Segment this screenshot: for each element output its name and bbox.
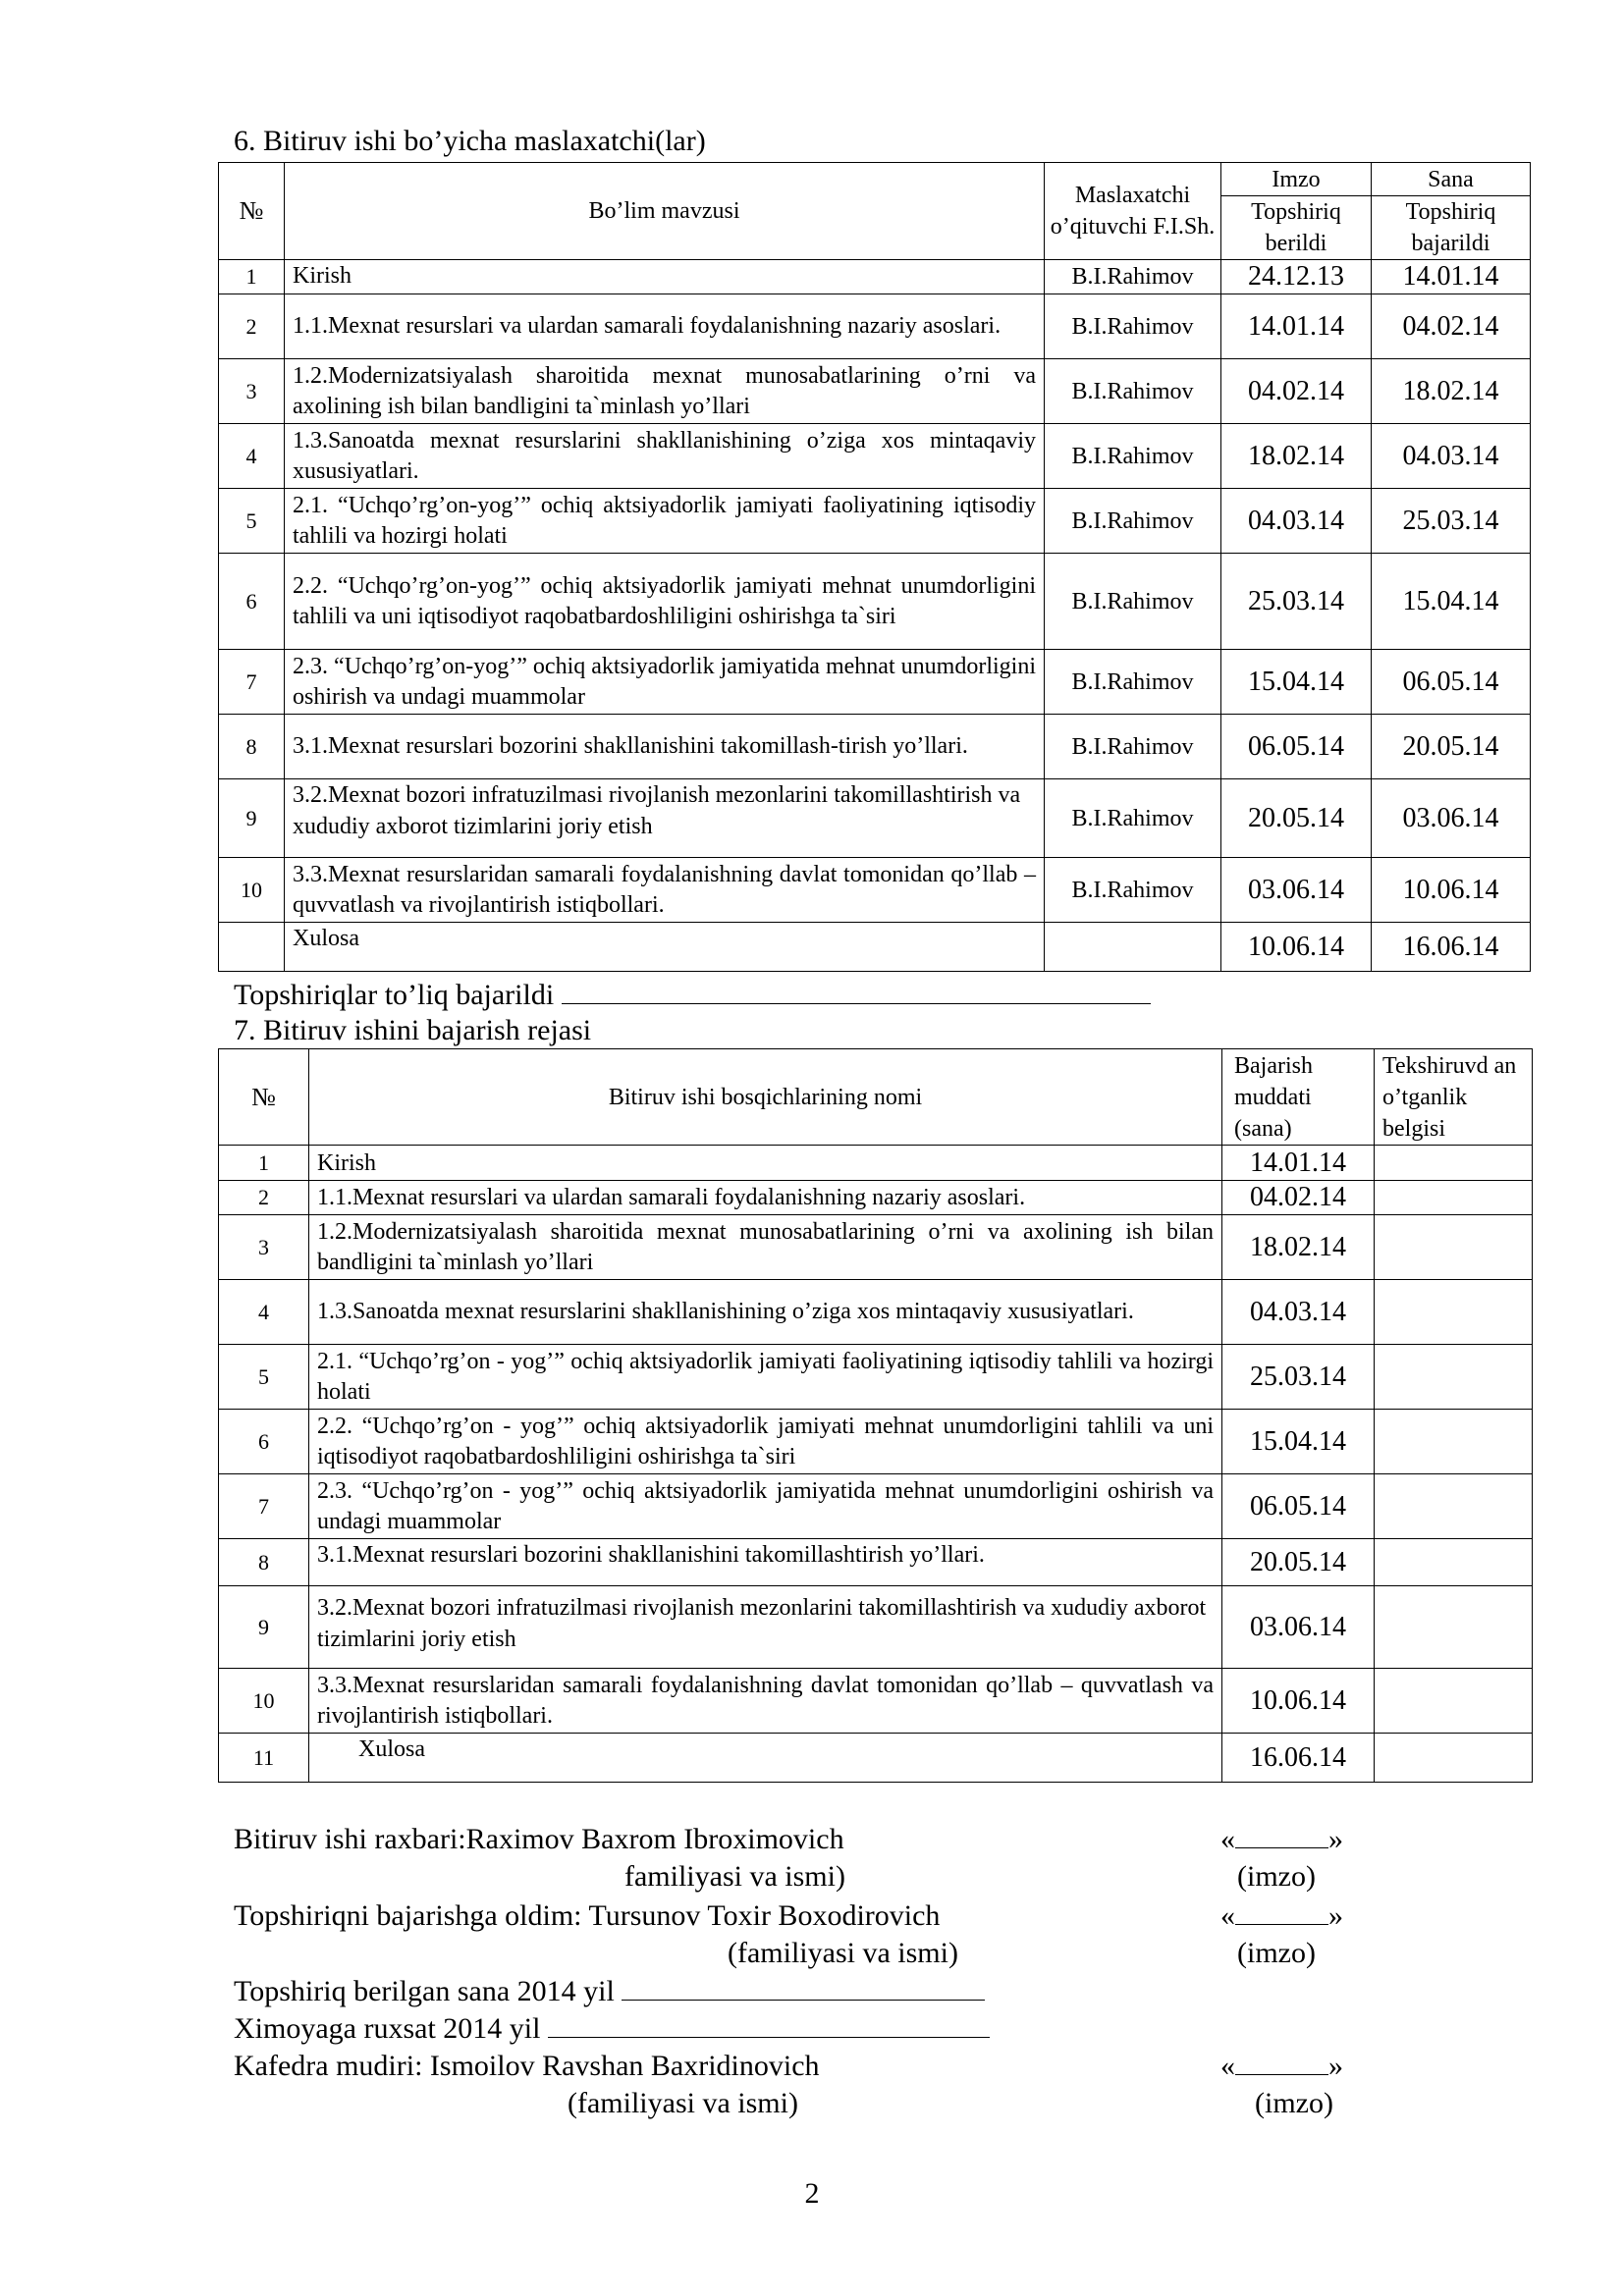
row-topic: Xulosa: [285, 923, 1045, 972]
row-done-date: 14.01.14: [1372, 260, 1531, 294]
table-row: [219, 923, 1531, 972]
supervisor-sub: familiyasi va ismi): [624, 1860, 845, 1893]
header-deadline: Bajarish muddati (sana): [1222, 1049, 1375, 1146]
head-signature-blank: [1220, 2049, 1343, 2084]
row-given-date: 03.06.14: [1221, 858, 1372, 923]
row-num: 1: [219, 260, 285, 294]
row-topic: 2.1. “Uchqo’rg’on-yog’” ochiq aktsiyadorlik jamiyati faoliyatining iqtisodiy tahlili va hozirgi holati: [285, 489, 1045, 554]
row-advisor: B.I.Rahimov: [1045, 650, 1221, 715]
row-topic: 1.2.Modernizatsiyalash sharoitida mexnat munosabatlarining o’rni va axolining ish bilan bandligini ta`minlash yo’llari: [285, 359, 1045, 424]
row-topic: 1.1.Mexnat resurslari va ulardan samarali foydalanishning nazariy asoslari.: [285, 294, 1045, 359]
row-given-date: 10.06.14: [1221, 923, 1372, 972]
row-deadline: 10.06.14: [1222, 1669, 1375, 1734]
defense-blank: [548, 2011, 990, 2038]
row-num: [219, 923, 285, 972]
row-num: 8: [219, 715, 285, 779]
row-given-date: 18.02.14: [1221, 424, 1372, 489]
row-num: 2: [219, 294, 285, 359]
head-imzo: (imzo): [1255, 2087, 1333, 2119]
row-check: [1375, 1474, 1533, 1539]
row-check: [1375, 1181, 1533, 1215]
table-row: [219, 1410, 1533, 1474]
header-check: Tekshiruvd an o’tganlik belgisi: [1375, 1049, 1533, 1146]
defense-line: [234, 2011, 990, 2047]
table-header-row: [219, 1049, 1533, 1146]
row-deadline: 04.03.14: [1222, 1280, 1375, 1345]
row-done-date: 20.05.14: [1372, 715, 1531, 779]
signature-line: [1235, 1898, 1328, 1925]
row-advisor: B.I.Rahimov: [1045, 294, 1221, 359]
quote-close: »: [1328, 1899, 1343, 1932]
row-advisor: B.I.Rahimov: [1045, 715, 1221, 779]
signature-line: [1235, 1822, 1328, 1848]
row-topic: 3.2.Mexnat bozori infratuzilmasi rivojlanish mezonlarini takomillashtirish va xududiy axborot tizimlarini joriy etish: [285, 779, 1045, 858]
row-done-date: 25.03.14: [1372, 489, 1531, 554]
plan-table: [218, 1048, 1533, 1783]
completed-label: Topshiriqlar to’liq bajarildi: [234, 979, 555, 1011]
row-given-date: 04.02.14: [1221, 359, 1372, 424]
row-deadline: 20.05.14: [1222, 1539, 1375, 1586]
row-num: 8: [219, 1539, 309, 1586]
row-check: [1375, 1410, 1533, 1474]
row-advisor: B.I.Rahimov: [1045, 260, 1221, 294]
row-advisor: B.I.Rahimov: [1045, 779, 1221, 858]
row-num: 7: [219, 650, 285, 715]
table-row: [219, 650, 1531, 715]
table-row: [219, 715, 1531, 779]
row-given-date: 06.05.14: [1221, 715, 1372, 779]
row-stage: Kirish: [309, 1146, 1222, 1181]
row-topic: 1.3.Sanoatda mexnat resurslarini shakllanishining o’ziga xos mintaqaviy xususiyatlari.: [285, 424, 1045, 489]
row-num: 10: [219, 858, 285, 923]
accepted-imzo: (imzo): [1237, 1937, 1316, 1969]
table-row: [219, 1146, 1533, 1181]
table-row: [219, 1280, 1533, 1345]
row-num: 9: [219, 779, 285, 858]
row-given-date: 14.01.14: [1221, 294, 1372, 359]
table-row: [219, 1539, 1533, 1586]
table-row: [219, 779, 1531, 858]
row-num: 9: [219, 1586, 309, 1669]
row-num: 10: [219, 1669, 309, 1734]
row-advisor: B.I.Rahimov: [1045, 359, 1221, 424]
table-row: [219, 1181, 1533, 1215]
row-num: 11: [219, 1734, 309, 1783]
table-row: [219, 1669, 1533, 1734]
date-given-line: [234, 1974, 985, 2009]
row-deadline: 25.03.14: [1222, 1345, 1375, 1410]
defense-label: Ximoyaga ruxsat 2014 yil: [234, 2012, 541, 2045]
row-advisor: [1045, 923, 1221, 972]
row-num: 7: [219, 1474, 309, 1539]
row-check: [1375, 1586, 1533, 1669]
row-done-date: 10.06.14: [1372, 858, 1531, 923]
page-number: 2: [804, 2177, 820, 2210]
quote-open: «: [1220, 1823, 1235, 1855]
row-num: 1: [219, 1146, 309, 1181]
header-num: №: [219, 163, 285, 260]
header-given: Topshiriq berildi: [1221, 196, 1372, 260]
accepted-sub: (familiyasi va ismi): [728, 1937, 958, 1969]
section7-title: 7. Bitiruv ishini bajarish rejasi: [234, 1014, 592, 1046]
accepted-label: Topshiriqni bajarishga oldim: Tursunov Toxir Boxodirovich: [234, 1899, 941, 1932]
table-header-row: [219, 163, 1531, 196]
table-row: [219, 489, 1531, 554]
row-num: 5: [219, 1345, 309, 1410]
row-done-date: 18.02.14: [1372, 359, 1531, 424]
header-topic: Bo’lim mavzusi: [285, 163, 1045, 260]
row-num: 3: [219, 359, 285, 424]
row-deadline: 14.01.14: [1222, 1146, 1375, 1181]
row-num: 6: [219, 554, 285, 650]
row-stage: 3.2.Mexnat bozori infratuzilmasi rivojlanish mezonlarini takomillashtirish va xududiy axborot tizimlarini joriy etish: [309, 1586, 1222, 1669]
row-advisor: B.I.Rahimov: [1045, 858, 1221, 923]
row-topic: 2.3. “Uchqo’rg’on-yog’” ochiq aktsiyadorlik jamiyatida mehnat unumdorligini oshirish va undagi muammolar: [285, 650, 1045, 715]
table-row: [219, 1734, 1533, 1783]
row-num: 4: [219, 1280, 309, 1345]
supervisor-imzo: (imzo): [1237, 1860, 1316, 1893]
row-topic: Kirish: [285, 260, 1045, 294]
row-num: 2: [219, 1181, 309, 1215]
row-given-date: 24.12.13: [1221, 260, 1372, 294]
row-check: [1375, 1669, 1533, 1734]
row-stage: 2.2. “Uchqo’rg’on - yog’” ochiq aktsiyadorlik jamiyati mehnat unumdorligini tahlili va uni iqtisodiyot raqobatbardoshliligini oshirishga ta`siri: [309, 1410, 1222, 1474]
supervisor-label: Bitiruv ishi raxbari:Raximov Baxrom Ibroximovich: [234, 1823, 844, 1855]
row-given-date: 20.05.14: [1221, 779, 1372, 858]
row-num: 5: [219, 489, 285, 554]
row-deadline: 18.02.14: [1222, 1215, 1375, 1280]
row-check: [1375, 1539, 1533, 1586]
row-stage: 2.1. “Uchqo’rg’on - yog’” ochiq aktsiyadorlik jamiyati faoliyatining iqtisodiy tahlili va hozirgi holati: [309, 1345, 1222, 1410]
table-row: [219, 1345, 1533, 1410]
row-deadline: 04.02.14: [1222, 1181, 1375, 1215]
row-num: 4: [219, 424, 285, 489]
head-label: Kafedra mudiri: Ismoilov Ravshan Baxridinovich: [234, 2050, 820, 2082]
row-deadline: 16.06.14: [1222, 1734, 1375, 1783]
row-done-date: 03.06.14: [1372, 779, 1531, 858]
row-deadline: 15.04.14: [1222, 1410, 1375, 1474]
table-row: [219, 858, 1531, 923]
table-row: [219, 1215, 1533, 1280]
row-stage: 1.1.Mexnat resurslari va ulardan samarali foydalanishning nazariy asoslari.: [309, 1181, 1222, 1215]
table-row: [219, 359, 1531, 424]
table-row: [219, 294, 1531, 359]
header-done: Topshiriq bajarildi: [1372, 196, 1531, 260]
row-stage: 1.2.Modernizatsiyalash sharoitida mexnat munosabatlarining o’rni va axolining ish bilan bandligini ta`minlash yo’llari: [309, 1215, 1222, 1280]
row-deadline: 06.05.14: [1222, 1474, 1375, 1539]
table-row: [219, 554, 1531, 650]
row-done-date: 04.02.14: [1372, 294, 1531, 359]
row-check: [1375, 1146, 1533, 1181]
row-given-date: 25.03.14: [1221, 554, 1372, 650]
row-check: [1375, 1280, 1533, 1345]
header-advisor: Maslaxatchi o’qituvchi F.I.Sh.: [1045, 163, 1221, 260]
header-stage: Bitiruv ishi bosqichlarining nomi: [309, 1049, 1222, 1146]
header-imzo: Imzo: [1221, 163, 1372, 196]
quote-open: «: [1220, 2050, 1235, 2082]
row-stage: 1.3.Sanoatda mexnat resurslarini shakllanishining o’ziga xos mintaqaviy xususiyatlari.: [309, 1280, 1222, 1345]
advisors-table: [218, 162, 1531, 972]
row-stage: Xulosa: [309, 1734, 1222, 1783]
row-advisor: B.I.Rahimov: [1045, 424, 1221, 489]
signature-line: [1235, 2049, 1328, 2075]
row-advisor: B.I.Rahimov: [1045, 554, 1221, 650]
row-done-date: 06.05.14: [1372, 650, 1531, 715]
row-stage: 2.3. “Uchqo’rg’on - yog’” ochiq aktsiyadorlik jamiyatida mehnat unumdorligini oshirish va undagi muammolar: [309, 1474, 1222, 1539]
row-topic: 2.2. “Uchqo’rg’on-yog’” ochiq aktsiyadorlik jamiyati mehnat unumdorligini tahlili va uni iqtisodiyot raqobatbardoshliligini oshirishga ta`siri: [285, 554, 1045, 650]
row-done-date: 04.03.14: [1372, 424, 1531, 489]
accepted-signature-blank: [1220, 1898, 1343, 1934]
header-sana: Sana: [1372, 163, 1531, 196]
row-topic: 3.1.Mexnat resurslari bozorini shakllanishini takomillash-tirish yo’llari.: [285, 715, 1045, 779]
row-stage: 3.3.Mexnat resurslaridan samarali foydalanishning davlat tomonidan qo’llab – quvvatlash va rivojlantirish istiqbollari.: [309, 1669, 1222, 1734]
date-given-blank: [622, 1974, 985, 2001]
row-check: [1375, 1734, 1533, 1783]
row-given-date: 15.04.14: [1221, 650, 1372, 715]
row-stage: 3.1.Mexnat resurslari bozorini shakllanishini takomillashtirish yo’llari.: [309, 1539, 1222, 1586]
supervisor-signature-blank: [1220, 1822, 1343, 1857]
table-row: [219, 1586, 1533, 1669]
section6-title: 6. Bitiruv ishi bo’yicha maslaxatchi(lar): [234, 125, 706, 157]
row-check: [1375, 1345, 1533, 1410]
row-advisor: B.I.Rahimov: [1045, 489, 1221, 554]
row-num: 6: [219, 1410, 309, 1474]
quote-open: «: [1220, 1899, 1235, 1932]
table-row: [219, 1474, 1533, 1539]
head-sub: (familiyasi va ismi): [568, 2087, 798, 2119]
table-row: [219, 260, 1531, 294]
row-given-date: 04.03.14: [1221, 489, 1372, 554]
quote-close: »: [1328, 1823, 1343, 1855]
row-topic: 3.3.Mexnat resurslaridan samarali foydalanishning davlat tomonidan qo’llab – quvvatlash va rivojlantirish istiqbollari.: [285, 858, 1045, 923]
completed-line: [234, 978, 1151, 1013]
date-given-label: Topshiriq berilgan sana 2014 yil: [234, 1975, 615, 2007]
header-num: №: [219, 1049, 309, 1146]
table-row: [219, 424, 1531, 489]
row-num: 3: [219, 1215, 309, 1280]
row-deadline: 03.06.14: [1222, 1586, 1375, 1669]
completed-blank: [562, 978, 1151, 1004]
row-done-date: 15.04.14: [1372, 554, 1531, 650]
row-check: [1375, 1215, 1533, 1280]
quote-close: »: [1328, 2050, 1343, 2082]
row-done-date: 16.06.14: [1372, 923, 1531, 972]
